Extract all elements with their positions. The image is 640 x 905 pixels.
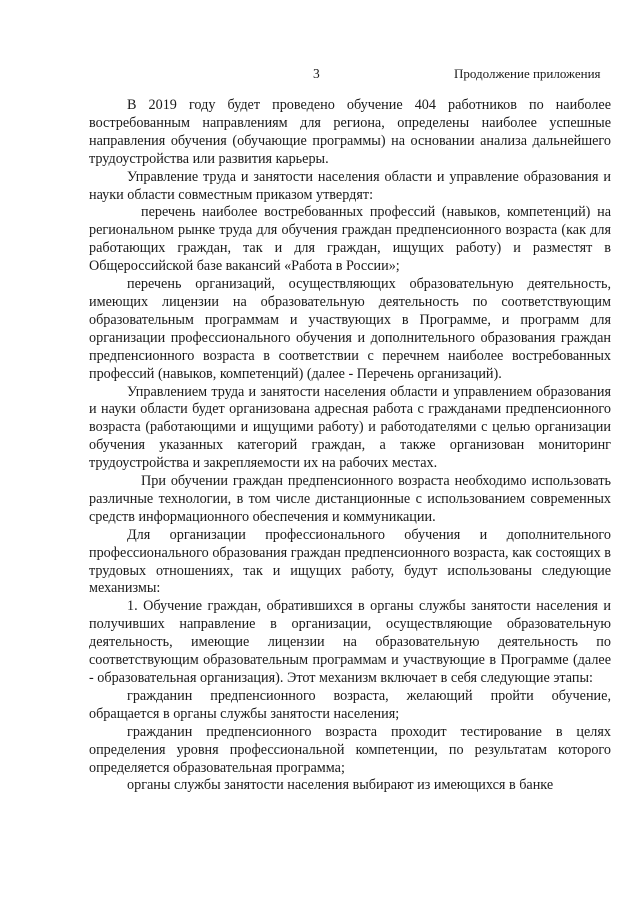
document-body bbox=[89, 97, 611, 795]
list-item: перечень наиболее востребованных профессий (навыков, компетенций) на региональном рынке труда для обучения граждан предпенсионного возраста (как для работающих граждан, так и для граждан, ищущих работу) и разместят в Общероссийской базе вакансий «Работа в России»; bbox=[89, 204, 611, 275]
paragraph: 1. Обучение граждан, обратившихся в органы службы занятости населения и получивших направление в организации, осуществляющие образовательную деятельность, имеющие лицензии на образовательную деятельность по соответствующим образовательным программам и участвующие в Программе (далее - образовательная организация). Этот механизм включает в себя следующие этапы: bbox=[89, 598, 611, 686]
list-item: органы службы занятости населения выбирают из имеющихся в банке bbox=[127, 777, 554, 794]
page-number: 3 bbox=[313, 66, 320, 81]
paragraph: Для организации профессионального обучения и дополнительного профессионального образования граждан предпенсионного возраста, как состоящих в трудовых отношениях, так и ищущих работу, будут использованы следующие механизмы: bbox=[89, 526, 611, 597]
list-item: гражданин предпенсионного возраста проходит тестирование в целях определения уровня профессиональной компетенции, по результатам которого определяется образовательная программа; bbox=[89, 723, 611, 776]
paragraph: При обучении граждан предпенсионного возраста необходимо использовать различные технологии, в том числе дистанционные с использованием современных средств информационного обеспечения и коммуникации. bbox=[89, 473, 611, 525]
paragraph: В 2019 году будет проведено обучение 404 работников по наиболее востребованным направлениям для региона, определены наиболее успешные направления обучения (обучающие программы) на основании анализа дальнейшего трудоустройства или развития карьеры. bbox=[89, 97, 611, 167]
paragraph: Управление труда и занятости населения области и управление образования и науки области совместным приказом утвердят: bbox=[89, 168, 611, 203]
list-item: гражданин предпенсионного возраста, желающий пройти обучение, обращается в органы службы занятости населения; bbox=[89, 687, 611, 722]
paragraph: Управлением труда и занятости населения области и управлением образования и науки области будет организована адресная работа с гражданами предпенсионного возраста (работающими и ищущими работу) и работодателями с целью организации обучения указанных категорий граждан, а также организован мониторинг трудоустройства и закрепляемости их на рабочих местах. bbox=[89, 383, 611, 472]
running-head: Продолжение приложения bbox=[454, 66, 601, 81]
list-item: перечень организаций, осуществляющих образовательную деятельность, имеющих лицензии на образовательную деятельность по соответствующим образовательным программам и участвующих в Программе, и программ для организации профессионального обучения и дополнительного образования граждан предпенсионного возраста в соответствии с перечнем наиболее востребованных профессий (навыков, компетенций) (далее - Перечень организаций). bbox=[89, 276, 611, 382]
